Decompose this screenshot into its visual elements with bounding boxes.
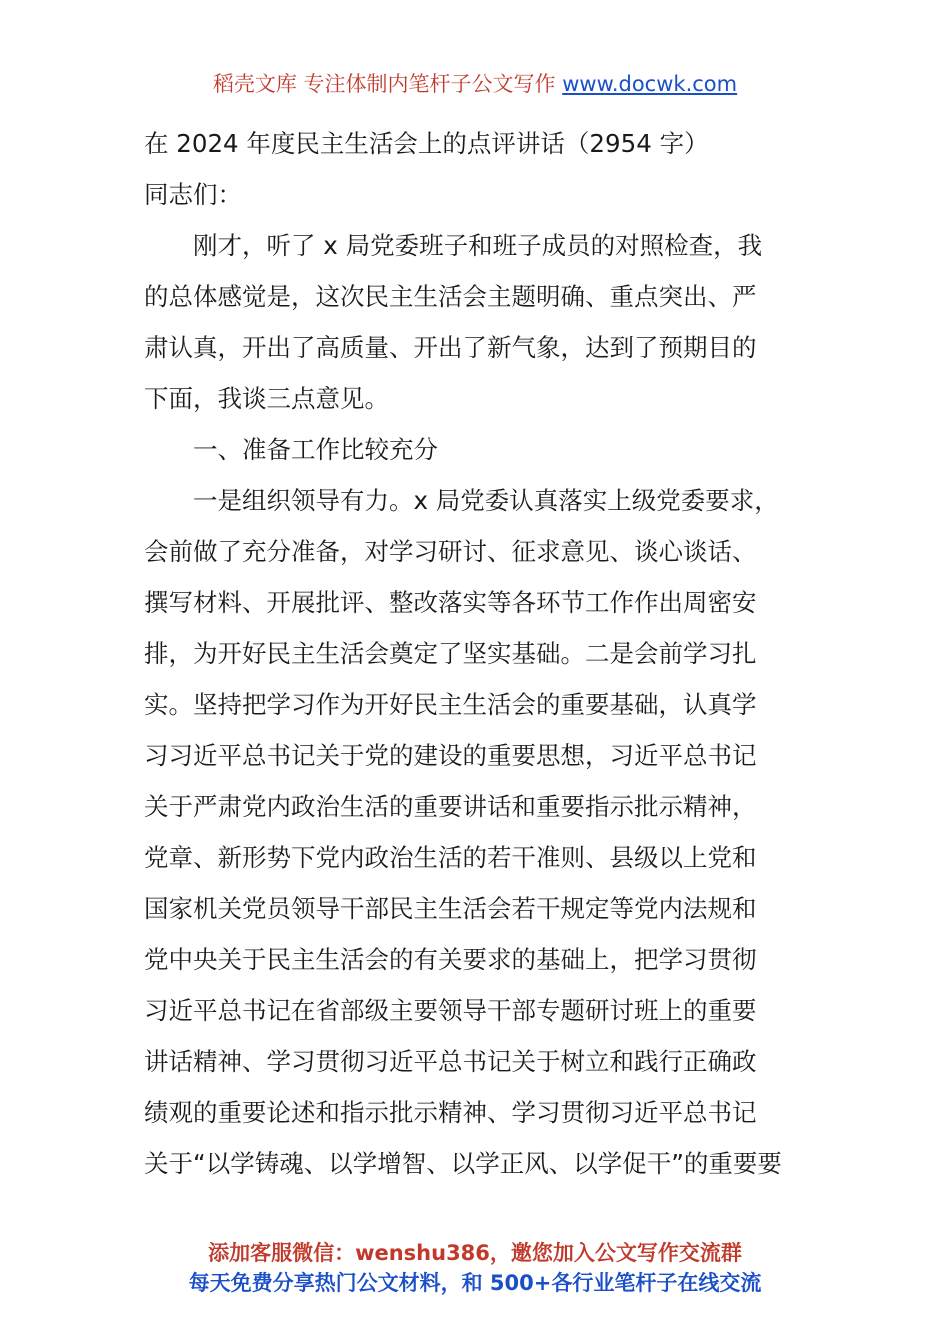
body-line: 讲话精神、学习贯彻习近平总书记关于树立和践行正确政: [144, 1047, 757, 1076]
body-line: 实。坚持把学习作为开好民主生活会的重要基础，认真学: [144, 690, 757, 719]
body-line: 绩观的重要论述和指示批示精神、学习贯彻习近平总书记: [144, 1098, 757, 1127]
body-line: 一是组织领导有力。x 局党委认真落实上级党委要求，: [144, 486, 779, 515]
body-line: 习习近平总书记关于党的建设的重要思想，习近平总书记: [144, 741, 757, 770]
body-line: 撰写材料、开展批评、整改落实等各环节工作作出周密安: [144, 588, 757, 617]
salutation: 同志们：: [144, 180, 242, 209]
brand-text: 稻壳文库 专注体制内笔杆子公文写作: [212, 72, 563, 96]
body-line: 肃认真，开出了高质量、开出了新气象，达到了预期目的: [144, 333, 757, 362]
body-line: 国家机关党员领导干部民主生活会若干规定等党内法规和: [144, 894, 757, 923]
body-line: 党中央关于民主生活会的有关要求的基础上，把学习贯彻: [144, 945, 757, 974]
body-line: 会前做了充分准备，对学习研讨、征求意见、谈心谈话、: [144, 537, 757, 566]
section-heading: 一、准备工作比较充分: [144, 435, 438, 464]
footer-wechat-line: 添加客服微信：wenshu386，邀您加入公文写作交流群: [208, 1241, 742, 1265]
body-line: 刚才，听了 x 局党委班子和班子成员的对照检查，我: [144, 231, 763, 260]
body-line: 党章、新形势下党内政治生活的若干准则、县级以上党和: [144, 843, 757, 872]
body-line: 关于严肃党内政治生活的重要讲话和重要指示批示精神，: [144, 792, 757, 821]
document-title: 在 2024 年度民主生活会上的点评讲话（2954 字）: [144, 129, 709, 158]
footer-share-line: 每天免费分享热门公文材料，和 500+各行业笔杆子在线交流: [188, 1271, 762, 1295]
site-link[interactable]: www.docwk.com: [562, 72, 738, 96]
body-line: 下面，我谈三点意见。: [144, 384, 389, 413]
document-body: [144, 118, 808, 1189]
body-line: 的总体感觉是，这次民主生活会主题明确、重点突出、严: [144, 282, 757, 311]
body-line: 排，为开好民主生活会奠定了坚实基础。二是会前学习扎: [144, 639, 757, 668]
page-header: [0, 68, 950, 100]
page-footer: [0, 1238, 950, 1298]
body-line: 习近平总书记在省部级主要领导干部专题研讨班上的重要: [144, 996, 757, 1025]
body-line: 关于“以学铸魂、以学增智、以学正风、以学促干”的重要要: [144, 1149, 782, 1178]
